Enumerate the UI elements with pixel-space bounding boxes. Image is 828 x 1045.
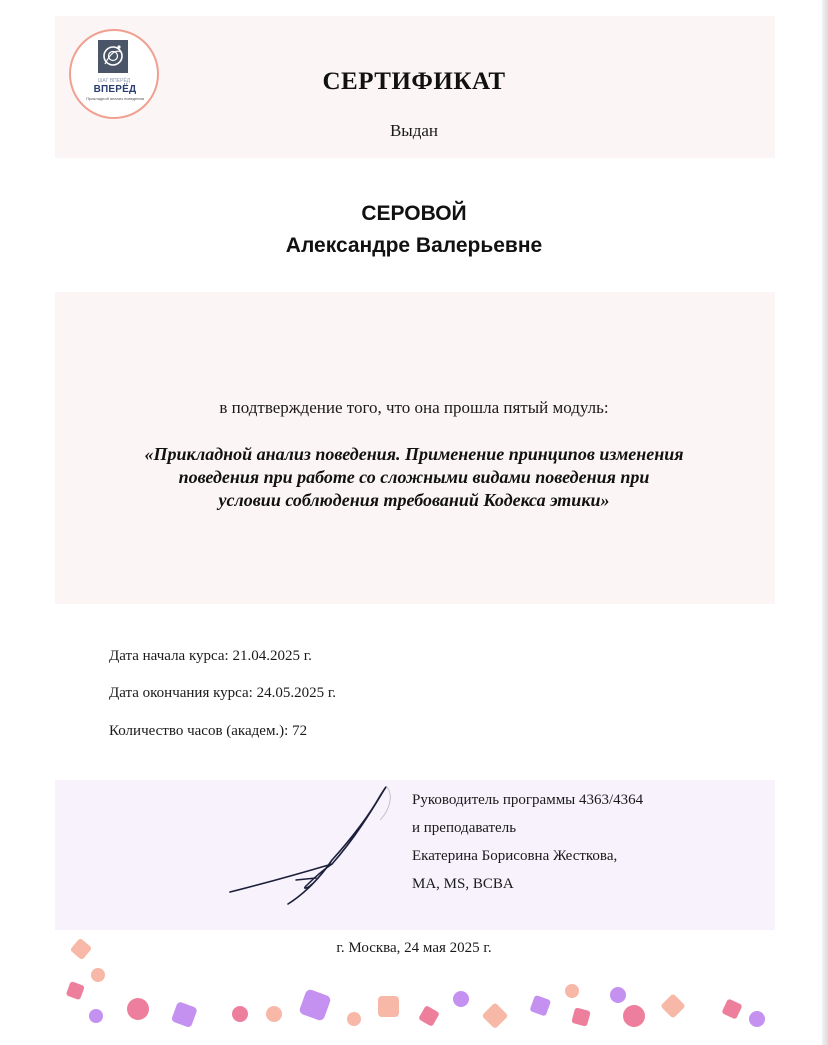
confetti-piece — [418, 1005, 440, 1027]
confetti-piece — [482, 1002, 509, 1029]
confetti-piece — [171, 1001, 198, 1028]
course-start-date: Дата начала курса: 21.04.2025 г. — [109, 648, 312, 664]
confetti-piece — [529, 995, 551, 1017]
confetti-piece — [70, 938, 93, 961]
confetti-decoration — [0, 930, 828, 1045]
signatory-degrees: MA, MS, BCBA — [412, 876, 514, 892]
signatory-name: Екатерина Борисовна Жесткова, — [412, 848, 618, 864]
logo-subtitle: Прикладной анализ поведения — [86, 96, 144, 101]
confetti-piece — [347, 1012, 361, 1026]
course-hours: Количество часов (академ.): 72 — [109, 723, 308, 739]
confetti-piece — [610, 987, 626, 1003]
recipient-surname: СЕРОВОЙ — [361, 202, 467, 225]
confetti-piece — [66, 981, 85, 1000]
confetti-piece — [89, 1009, 103, 1023]
confetti-piece — [378, 996, 399, 1017]
confetti-piece — [721, 998, 742, 1019]
confetti-piece — [623, 1005, 645, 1027]
signatory-role: и преподаватель — [412, 820, 517, 836]
confetti-piece — [298, 988, 331, 1021]
course-title — [108, 443, 720, 512]
logo-brand-text: ВПЕРЁД — [93, 84, 137, 95]
confetti-piece — [571, 1007, 591, 1027]
confetti-piece — [266, 1006, 282, 1022]
confetti-piece — [749, 1011, 765, 1027]
confetti-piece — [232, 1006, 248, 1022]
place-and-date: г. Москва, 24 мая 2025 г. — [336, 940, 492, 956]
page-edge-shadow — [822, 0, 828, 1045]
signatory-title: Руководитель программы 4363/4364 — [412, 792, 644, 808]
confetti-piece — [565, 984, 579, 998]
confetti-piece — [127, 998, 149, 1020]
course-end-date: Дата окончания курса: 24.05.2025 г. — [109, 685, 337, 701]
confirmation-text: в подтверждение того, что она прошла пятый модуль: — [219, 398, 609, 417]
certificate-title: СЕРТИФИКАТ — [322, 68, 506, 95]
logo-small-text: ШАГ ВПЕРЁД — [97, 78, 131, 84]
issued-label: Выдан — [389, 121, 439, 140]
handwritten-signature — [220, 780, 400, 910]
course-title-line: поведения при работе со сложными видами поведения при — [178, 467, 650, 487]
confetti-piece — [91, 968, 105, 982]
course-title-line: «Прикладной анализ поведения. Применение принципов изменения — [144, 444, 684, 464]
recipient-given-names: Александре Валерьевне — [285, 234, 543, 257]
course-title-line: условии соблюдения требований Кодекса этики» — [218, 490, 610, 510]
confetti-piece — [660, 993, 685, 1018]
confetti-piece — [453, 991, 469, 1007]
